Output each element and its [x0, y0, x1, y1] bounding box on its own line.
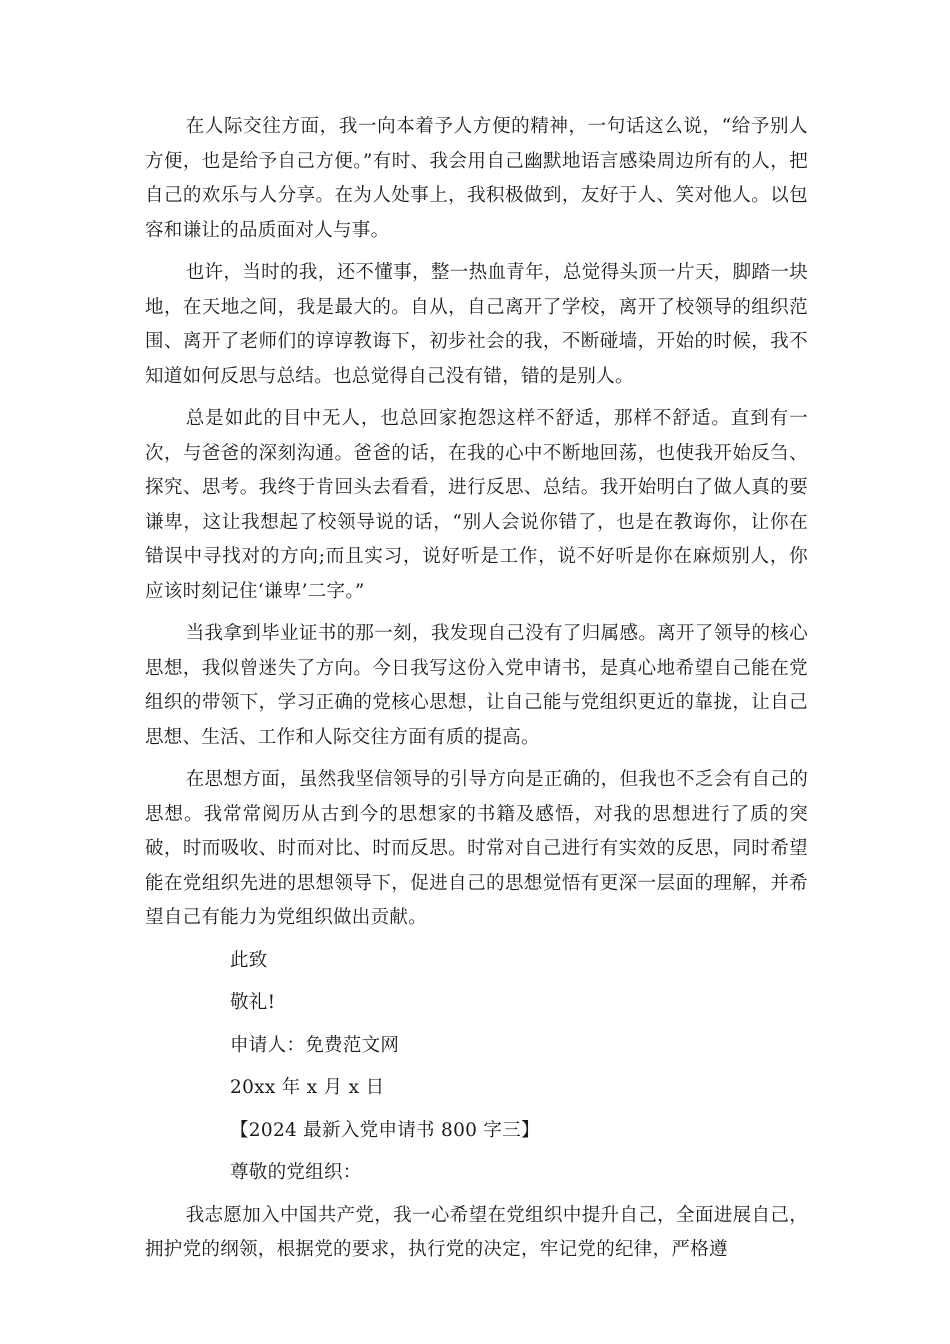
paragraph-thought: 在思想方面，虽然我坚信领导的引导方向是正确的，但我也不乏会有自己的思想。我常常阅历从古到今的思想家的书籍及感悟，对我的思想进行了质的突破，时而吸收、时而对比、时而反思。时常对自己进行有实效的反思，同时希望能在党组织先进的思想领导下，促进自己的思想觉悟有更深一层面的理解，并希望自己有能力为党组织做出贡献。: [145, 769, 808, 928]
paragraph-youth: 也许，当时的我，还不懂事，整一热血青年，总觉得头顶一片天，脚踏一块地，在天地之间，我是最大的。自从，自己离开了学校，离开了校领导的组织范围、离开了老师们的谆谆教诲下，初步社会的我，不断碰墙，开始的时候，我不知道如何反思与总结。也总觉得自己没有错，错的是别人。: [145, 262, 808, 387]
document-body: [145, 110, 808, 1276]
paragraph-graduation: 当我拿到毕业证书的那一刻，我发现自己没有了归属感。离开了领导的核心思想，我似曾迷失了方向。今日我写这份入党申请书，是真心地希望自己能在党组织的带领下，学习正确的党核心思想，让自己能与党组织更近的靠拢，让自己思想、生活、工作和人际交往方面有质的提高。: [145, 623, 808, 748]
greeting-line: 尊敬的党组织：: [230, 1162, 362, 1183]
salute-line: 敬礼!: [230, 992, 276, 1013]
date-line: 20xx 年 x 月 x 日: [230, 1077, 385, 1098]
applicant-line: 申请人：免费范文网: [230, 1034, 400, 1056]
closing-line: 此致: [230, 949, 268, 971]
paragraph-interpersonal: 在人际交往方面，我一向本着予人方便的精神，一句话这么说，“给予别人方便，也是给予自己方便。”有时、我会用自己幽默地语言感染周边所有的人，把自己的欢乐与人分享。在为人处事上，我积极做到，友好于人、笑对他人。以包容和谦让的品质面对人与事。: [145, 116, 808, 241]
paragraph-reflection: 总是如此的目中无人，也总回家抱怨这样不舒适，那样不舒适。直到有一次，与爸爸的深刻沟通。爸爸的话，在我的心中不断地回荡，也使我开始反刍、探究、思考。我终于肯回头去看看，进行反思、总结。我开始明白了做人真的要谦卑，这让我想起了校领导说的话，“别人会说你错了，也是在教诲你，让你在错误中寻找对的方向;而且实习，说好听是工作，说不好听是你在麻烦别人，你应该时刻记住‘谦卑’二字。”: [145, 408, 808, 602]
section-heading: 【2024 最新入党申请书 800 字三】: [230, 1119, 540, 1141]
paragraph-intro: 我志愿加入中国共产党，我一心希望在党组织中提升自己，全面进展自己，拥护党的纲领，根据党的要求，执行党的决定，牢记党的纪律，严格遵: [145, 1204, 808, 1260]
